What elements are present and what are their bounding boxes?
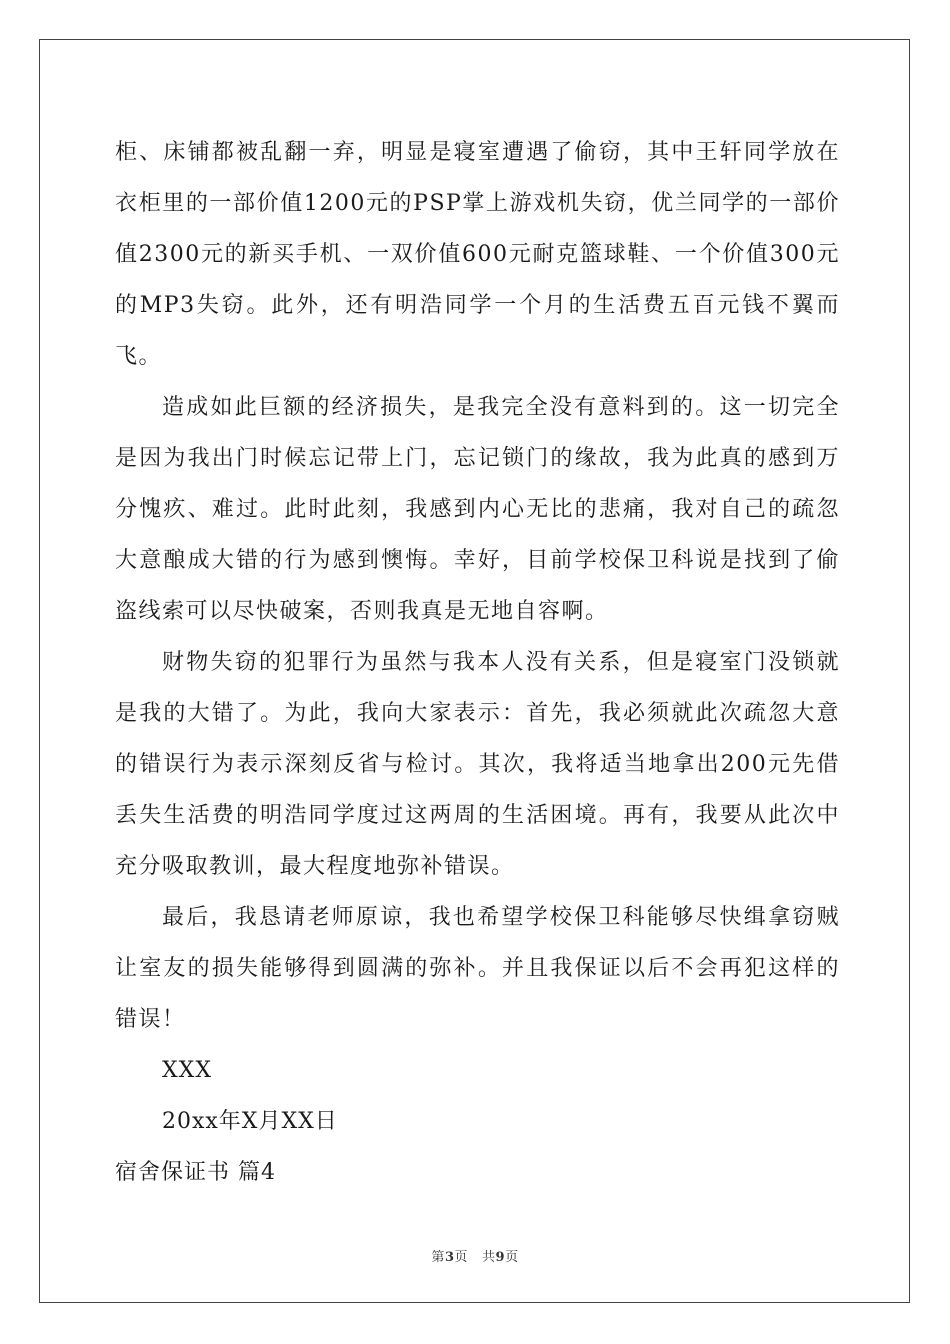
paragraph-4: 最后，我恳请老师原谅，我也希望学校保卫科能够尽快缉拿窃贼让室友的损失能够得到圆满的弥补。并且我保证以后不会再犯这样的错误！ [115, 905, 840, 1032]
document-body [115, 127, 840, 1198]
page-current: 3 [444, 1250, 455, 1265]
date: 20xx年X月XX日 [162, 1109, 338, 1134]
paragraph-3: 财物失窃的犯罪行为虽然与我本人没有关系，但是寝室门没锁就是我的大错了。为此，我向大家表示：首先，我必须就此次疏忽大意的错误行为表示深刻反省与检讨。其次，我将适当地拿出200元先借丢失生活费的明浩同学度过这两周的生活困境。再有，我要从此次中充分吸取教训，最大程度地弥补错误。 [115, 650, 840, 879]
next-section-title: 宿舍保证书 篇4 [115, 1160, 276, 1185]
paragraph-1: 柜、床铺都被乱翻一弃，明显是寝室遭遇了偷窃，其中王轩同学放在衣柜里的一部价值1200元的PSP掌上游戏机失窃，优兰同学的一部价值2300元的新买手机、一双价值600元耐克篮球鞋、一个价值300元的MP3失窃。此外，还有明浩同学一个月的生活费五百元钱不翼而飞。 [115, 140, 840, 369]
page-footer [0, 1246, 950, 1265]
total-suffix: 页 [505, 1250, 519, 1265]
paragraph-2: 造成如此巨额的经济损失，是我完全没有意料到的。这一切完全是因为我出门时候忘记带上门，忘记锁门的缘故，我为此真的感到万分愧疚、难过。此时此刻，我感到内心无比的悲痛，我对自己的疏忽大意酿成大错的行为感到懊悔。幸好，目前学校保卫科说是找到了偷盗线索可以尽快破案，否则我真是无地自容啊。 [115, 395, 840, 624]
page-suffix: 页 [454, 1250, 468, 1265]
page-prefix: 第 [431, 1250, 445, 1265]
signature: XXX [162, 1058, 212, 1083]
total-prefix: 共 [482, 1250, 496, 1265]
page-total: 9 [495, 1250, 506, 1265]
